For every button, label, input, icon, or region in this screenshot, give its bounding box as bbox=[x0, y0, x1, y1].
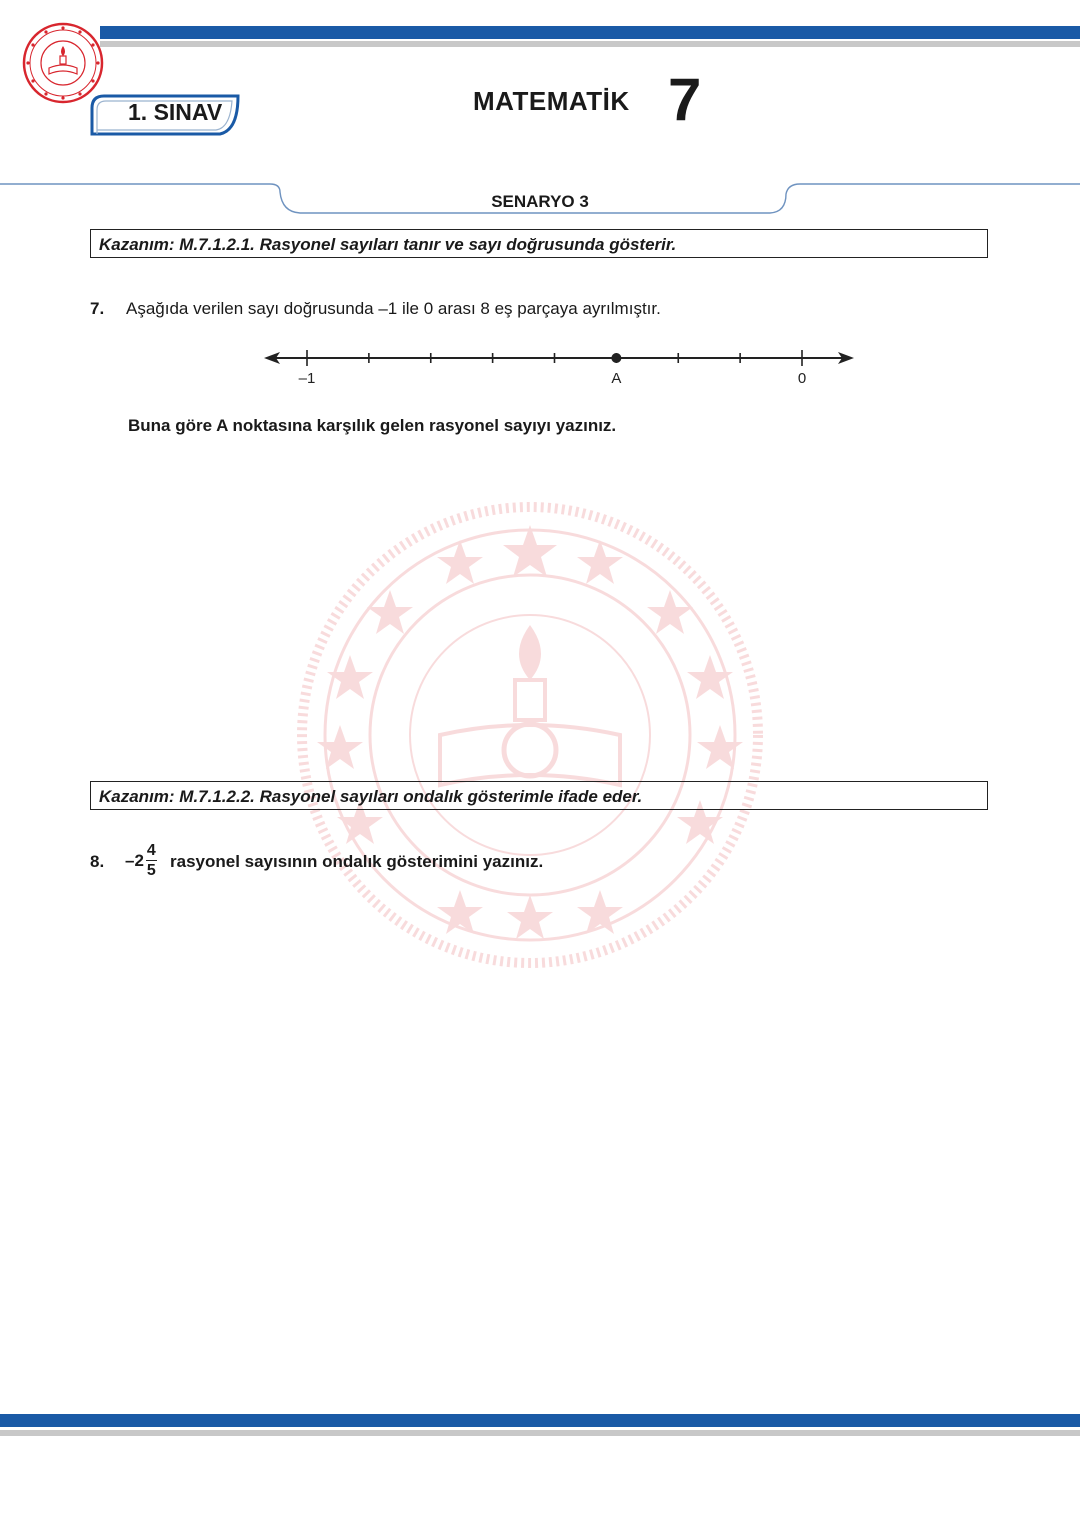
grade-number: 7 bbox=[668, 66, 702, 133]
footer-blue-bar bbox=[0, 1414, 1080, 1427]
label-point-a: A bbox=[611, 370, 622, 387]
watermark-seal bbox=[290, 495, 770, 975]
learning-outcome-box: Kazanım: M.7.1.2.1. Rasyonel sayıları tanır ve sayı doğrusunda gösterir. bbox=[90, 229, 988, 258]
question-text: Aşağıda verilen sayı doğrusunda –1 ile 0 arası 8 eş parçaya ayrılmıştır. bbox=[126, 299, 661, 318]
question-text: rasyonel sayısının ondalık gösterimini yazınız. bbox=[170, 852, 544, 871]
mixed-number bbox=[125, 843, 157, 879]
point-a-marker bbox=[611, 353, 621, 363]
fraction-denominator: 5 bbox=[146, 862, 156, 879]
footer-gray-bar bbox=[0, 1430, 1080, 1436]
question-prompt: Buna göre A noktasına karşılık gelen rasyonel sayıyı yazınız. bbox=[128, 416, 617, 435]
label-zero: 0 bbox=[797, 370, 807, 387]
question-number: 8. bbox=[90, 852, 105, 871]
question-number: 7. bbox=[90, 299, 105, 318]
header-blue-bar bbox=[100, 26, 1080, 39]
exam-label: 1. SINAV bbox=[128, 99, 223, 125]
number-line bbox=[262, 345, 862, 390]
subject-title: MATEMATİK bbox=[473, 86, 630, 116]
learning-outcome-box: Kazanım: M.7.1.2.2. Rasyonel sayıları ondalık gösterimle ifade eder. bbox=[90, 781, 988, 810]
label-minus-one: –1 bbox=[298, 370, 316, 387]
fraction-numerator: 4 bbox=[146, 842, 156, 859]
section-title: SENARYO 3 bbox=[491, 192, 589, 211]
fraction bbox=[146, 843, 157, 879]
mixed-whole: –2 bbox=[125, 851, 144, 870]
header-gray-bar bbox=[100, 41, 1080, 47]
